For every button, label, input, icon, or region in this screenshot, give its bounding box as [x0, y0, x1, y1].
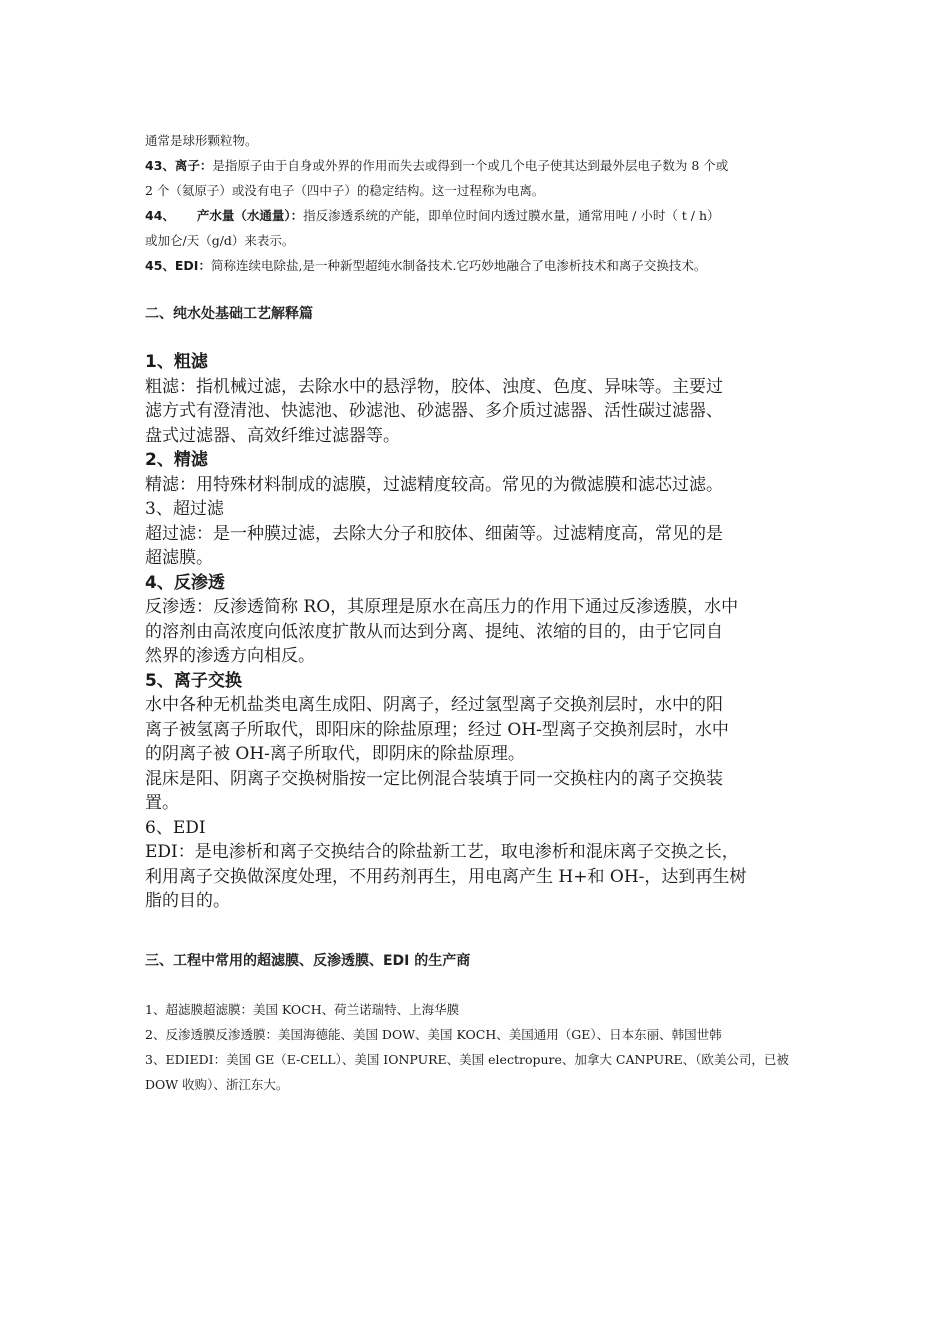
- subheading: 5、离子交换: [145, 670, 242, 691]
- paragraph-line: 超过滤：是一种膜过滤，去除大分子和胶体、细菌等。过滤精度高，常见的是: [145, 523, 723, 544]
- paragraph-line: 的溶剂由高浓度向低浓度扩散从而达到分离、提纯、浓缩的目的，由于它同自: [145, 621, 723, 642]
- paragraph-line: 粗滤：指机械过滤，去除水中的悬浮物，胶体、浊度、色度、异味等。主要过: [145, 376, 723, 397]
- text-line: 2 个（氦原子）或没有电子（四中子）的稳定结构。这一过程称为电离。: [145, 183, 545, 198]
- definition-45: [145, 253, 815, 278]
- paragraph-line: 水中各种无机盐类电离生成阳、阴离子，经过氢型离子交换剂层时，水中的阳: [145, 695, 723, 715]
- definition-43: [145, 153, 815, 178]
- text-line: 2、反渗透膜反渗透膜：美国海德能、美国 DOW、美国 KOCH、美国通用（GE）、日本东丽、韩国世韩: [145, 1027, 722, 1042]
- section-heading: 三、工程中常用的超滤膜、反渗透膜、EDI 的生产商: [145, 953, 471, 969]
- term-number: 44、: [145, 208, 175, 223]
- text-line: 或加仑/天（g/d）来表示。: [145, 233, 295, 248]
- paragraph-line: EDI：是电渗析和离子交换结合的除盐新工艺，取电渗析和混床离子交换之长，: [145, 842, 739, 862]
- section-body: [145, 350, 805, 914]
- text-line: 3、EDIEDI：美国 GE（E-CELL）、美国 IONPURE、美国 electropure、加拿大 CANPURE、（欧美公司，已被: [145, 1052, 789, 1067]
- paragraph-line: 脂的目的。: [145, 891, 230, 911]
- definition-text: 指反渗透系统的产能，即单位时间内透过膜水量，通常用吨 / 小时（ t / h）: [303, 208, 720, 223]
- subheading: 1、粗滤: [145, 352, 208, 372]
- section-heading: 二、纯水处基础工艺解释篇: [145, 306, 313, 322]
- text-line: 1、超滤膜超滤膜：美国 KOCH、荷兰诺瑞特、上海华膜: [145, 1002, 460, 1017]
- paragraph-line: 的阴离子被 OH-离子所取代，即阴床的除盐原理。: [145, 744, 525, 764]
- paragraph-line: 然界的渗透方向相反。: [145, 646, 315, 666]
- definition-text: 简称连续电除盐,是一种新型超纯水制备技术.它巧妙地融合了电渗析技术和离子交换技术。: [210, 258, 707, 273]
- definition-44: [145, 203, 815, 228]
- paragraph-line: 离子被氢离子所取代，即阳床的除盐原理；经过 OH-型离子交换剂层时，水中: [145, 719, 729, 740]
- paragraph-line: 滤方式有澄清池、快滤池、砂滤池、砂滤器、多介质过滤器、活性碳过滤器、: [145, 401, 723, 421]
- paragraph-line: 反渗透：反渗透简称 RO，其原理是原水在高压力的作用下通过反渗透膜，水中: [145, 597, 739, 617]
- term-label: 产水量（水通量）：: [196, 208, 304, 223]
- paragraph-line: 混床是阳、阴离子交换树脂按一定比例混合装填于同一交换柱内的离子交换装: [145, 768, 723, 789]
- definition-text: 是指原子由于自身或外界的作用而失去或得到一个或几个电子使其达到最外层电子数为 8 个或: [212, 158, 729, 173]
- text-line: 通常是球形颗粒物。: [145, 133, 258, 148]
- paragraph-line: 利用离子交换做深度处理，不用药剂再生，用电离产生 H+和 OH-，达到再生树: [145, 866, 747, 887]
- subheading: 4、反渗透: [145, 572, 225, 593]
- paragraph-line: 置。: [145, 793, 179, 813]
- subheading: 2、精滤: [145, 450, 208, 470]
- subheading: 6、EDI: [145, 817, 206, 838]
- paragraph-line: 超滤膜。: [145, 548, 213, 568]
- term-label: 45、EDI：: [145, 258, 211, 273]
- paragraph-line: 精滤：用特殊材料制成的滤膜，过滤精度较高。常见的为微滤膜和滤芯过滤。: [145, 474, 723, 495]
- term-label: 43、离子：: [145, 158, 213, 173]
- text-line: DOW 收购）、浙江东大。: [145, 1077, 289, 1092]
- subheading: 3、超过滤: [145, 499, 224, 519]
- paragraph-line: 盘式过滤器、高效纤维过滤器等。: [145, 425, 400, 446]
